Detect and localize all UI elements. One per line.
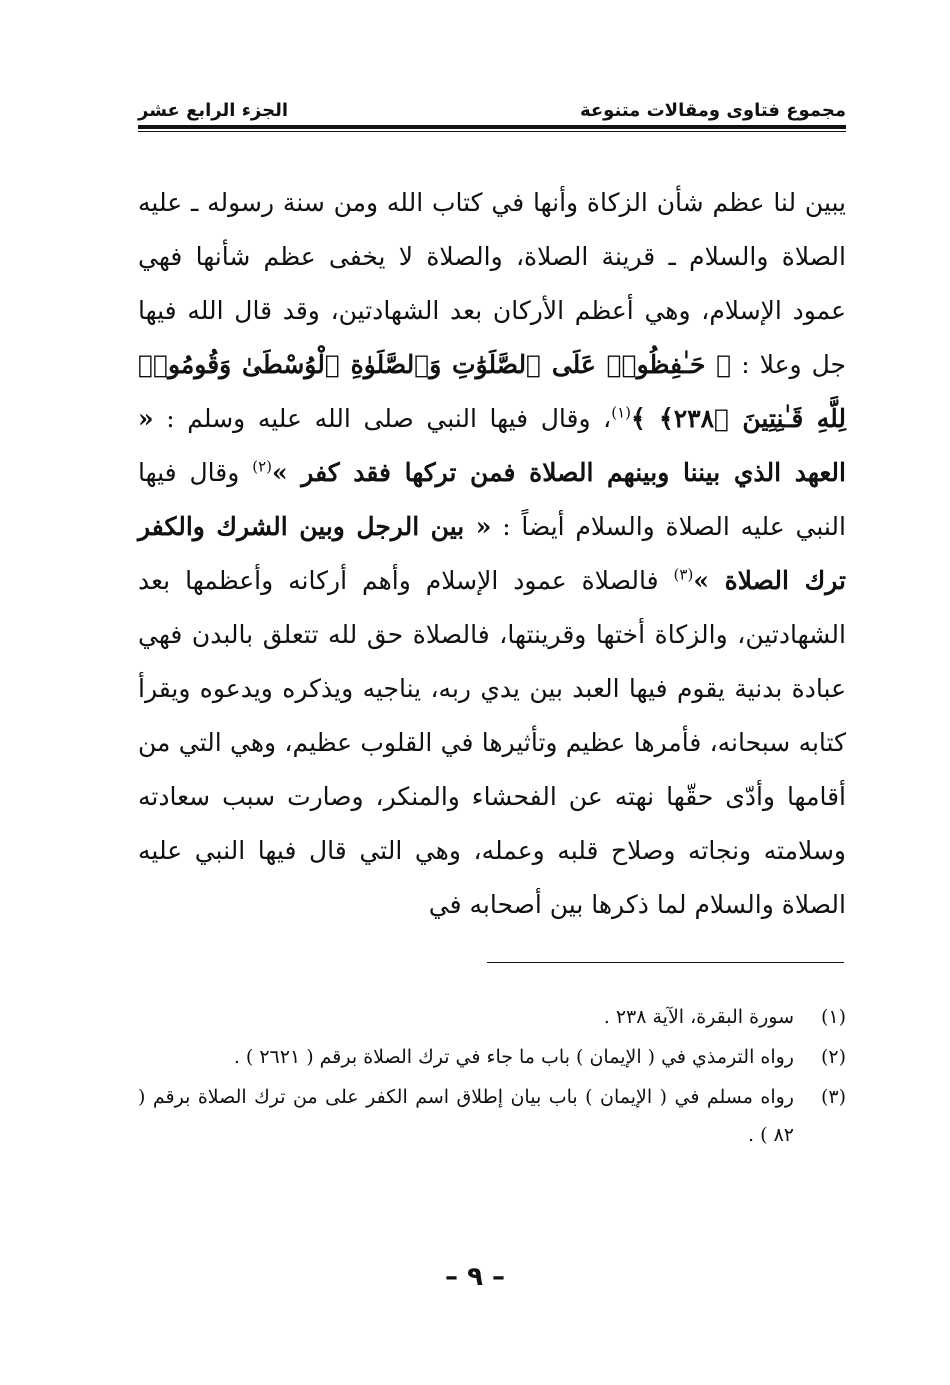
footnote-ref-1: (١) <box>611 403 632 422</box>
text-run: ، وقال فيها النبي صلى الله عليه وسلم : <box>153 404 612 433</box>
quran-close-bracket: ﴾ <box>631 404 646 433</box>
page-number: – ٩ – <box>445 1262 505 1292</box>
footnote-ref-3: (٣) <box>673 565 694 584</box>
footnote-number: (١) <box>820 1006 846 1028</box>
text-run: يبين لنا عظم شأن الزكاة وأنها في كتاب الله ومن سنة رسوله ـ عليه الصلاة والسلام ـ قرينة الصلاة، والصلاة لا يخفى عظم شأنها فهي عمود الإسلام، وهي أعظم الأركان بعد الشهادتين، وقد قال الله فيها جل وعلا : <box>138 188 846 379</box>
hadith-quote-1: العهد الذي بيننا وبينهم الصلاة فمن تركها فقد كفر <box>287 458 846 487</box>
quote-close: » <box>272 458 288 487</box>
footnote-number: (٢) <box>820 1046 846 1068</box>
running-header <box>138 94 846 126</box>
footnote-separator <box>487 962 844 963</box>
quote-open: « <box>138 404 154 433</box>
quran-verse: حَـٰفِظُوا۟ عَلَى ٱلصَّلَوَٰتِ وَٱلصَّلَوٰةِ ٱلْوُسْطَىٰ وَقُومُوا۟ لِلَّهِ قَـٰنِتِينَ ﴿٢٣٨﴾ <box>138 350 846 433</box>
footnote-ref-2: (٢) <box>252 457 272 476</box>
quote-open: « <box>475 512 492 541</box>
footnote <box>138 1078 846 1154</box>
volume-label: الجزء الرابع عشر <box>138 99 288 121</box>
text-run: فالصلاة عمود الإسلام وأهم أركانه وأعظمها بعد الشهادتين، والزكاة أختها وقرينتها، فالصلاة حق لله تتعلق بالبدن فهي عبادة بدنية يقوم فيها العبد بين يدي ربه، يناجيه ويذكره ويدعوه ويقرأ كتابه سبحانه، فأمرها عظيم وتأثيرها في القلوب عظيم، وهي التي من أقامها وأدّى حقّها نهته عن الفحشاء والمنكر، وصارت سبب سعادته وسلامته ونجاته وصلاح قلبه وعمله، وهي التي قال فيها النبي عليه الصلاة والسلام لما ذكرها بين أصحابه في <box>138 566 846 919</box>
footnote <box>138 1038 846 1076</box>
footnotes <box>138 998 846 1156</box>
main-text <box>138 176 846 932</box>
paragraph <box>138 176 846 932</box>
text-run: وقال فيها النبي عليه الصلاة والسلام أيضاً : <box>138 458 846 541</box>
footnote <box>138 998 846 1036</box>
footnote-text: رواه الترمذي في ( الإيمان ) باب ما جاء في ترك الصلاة برقم ( ٢٦٢١ ) . <box>233 1046 794 1068</box>
footnote-text: رواه مسلم في ( الإيمان ) باب بيان إطلاق اسم الكفر على من ترك الصلاة برقم ( ٨٢ ) . <box>138 1086 794 1146</box>
book-title: مجموع فتاوى ومقالات متنوعة <box>579 99 846 121</box>
quran-open-bracket: ﴿ <box>716 350 732 379</box>
header-rule-thin <box>138 131 846 132</box>
footnote-number: (٣) <box>820 1086 846 1108</box>
header-rule-thick <box>138 125 846 129</box>
footnote-text: سورة البقرة، الآية ٢٣٨ . <box>603 1006 794 1028</box>
quote-close: » <box>693 566 709 595</box>
hadith-quote-2: بين الرجل وبين الشرك والكفر ترك الصلاة <box>138 512 846 595</box>
